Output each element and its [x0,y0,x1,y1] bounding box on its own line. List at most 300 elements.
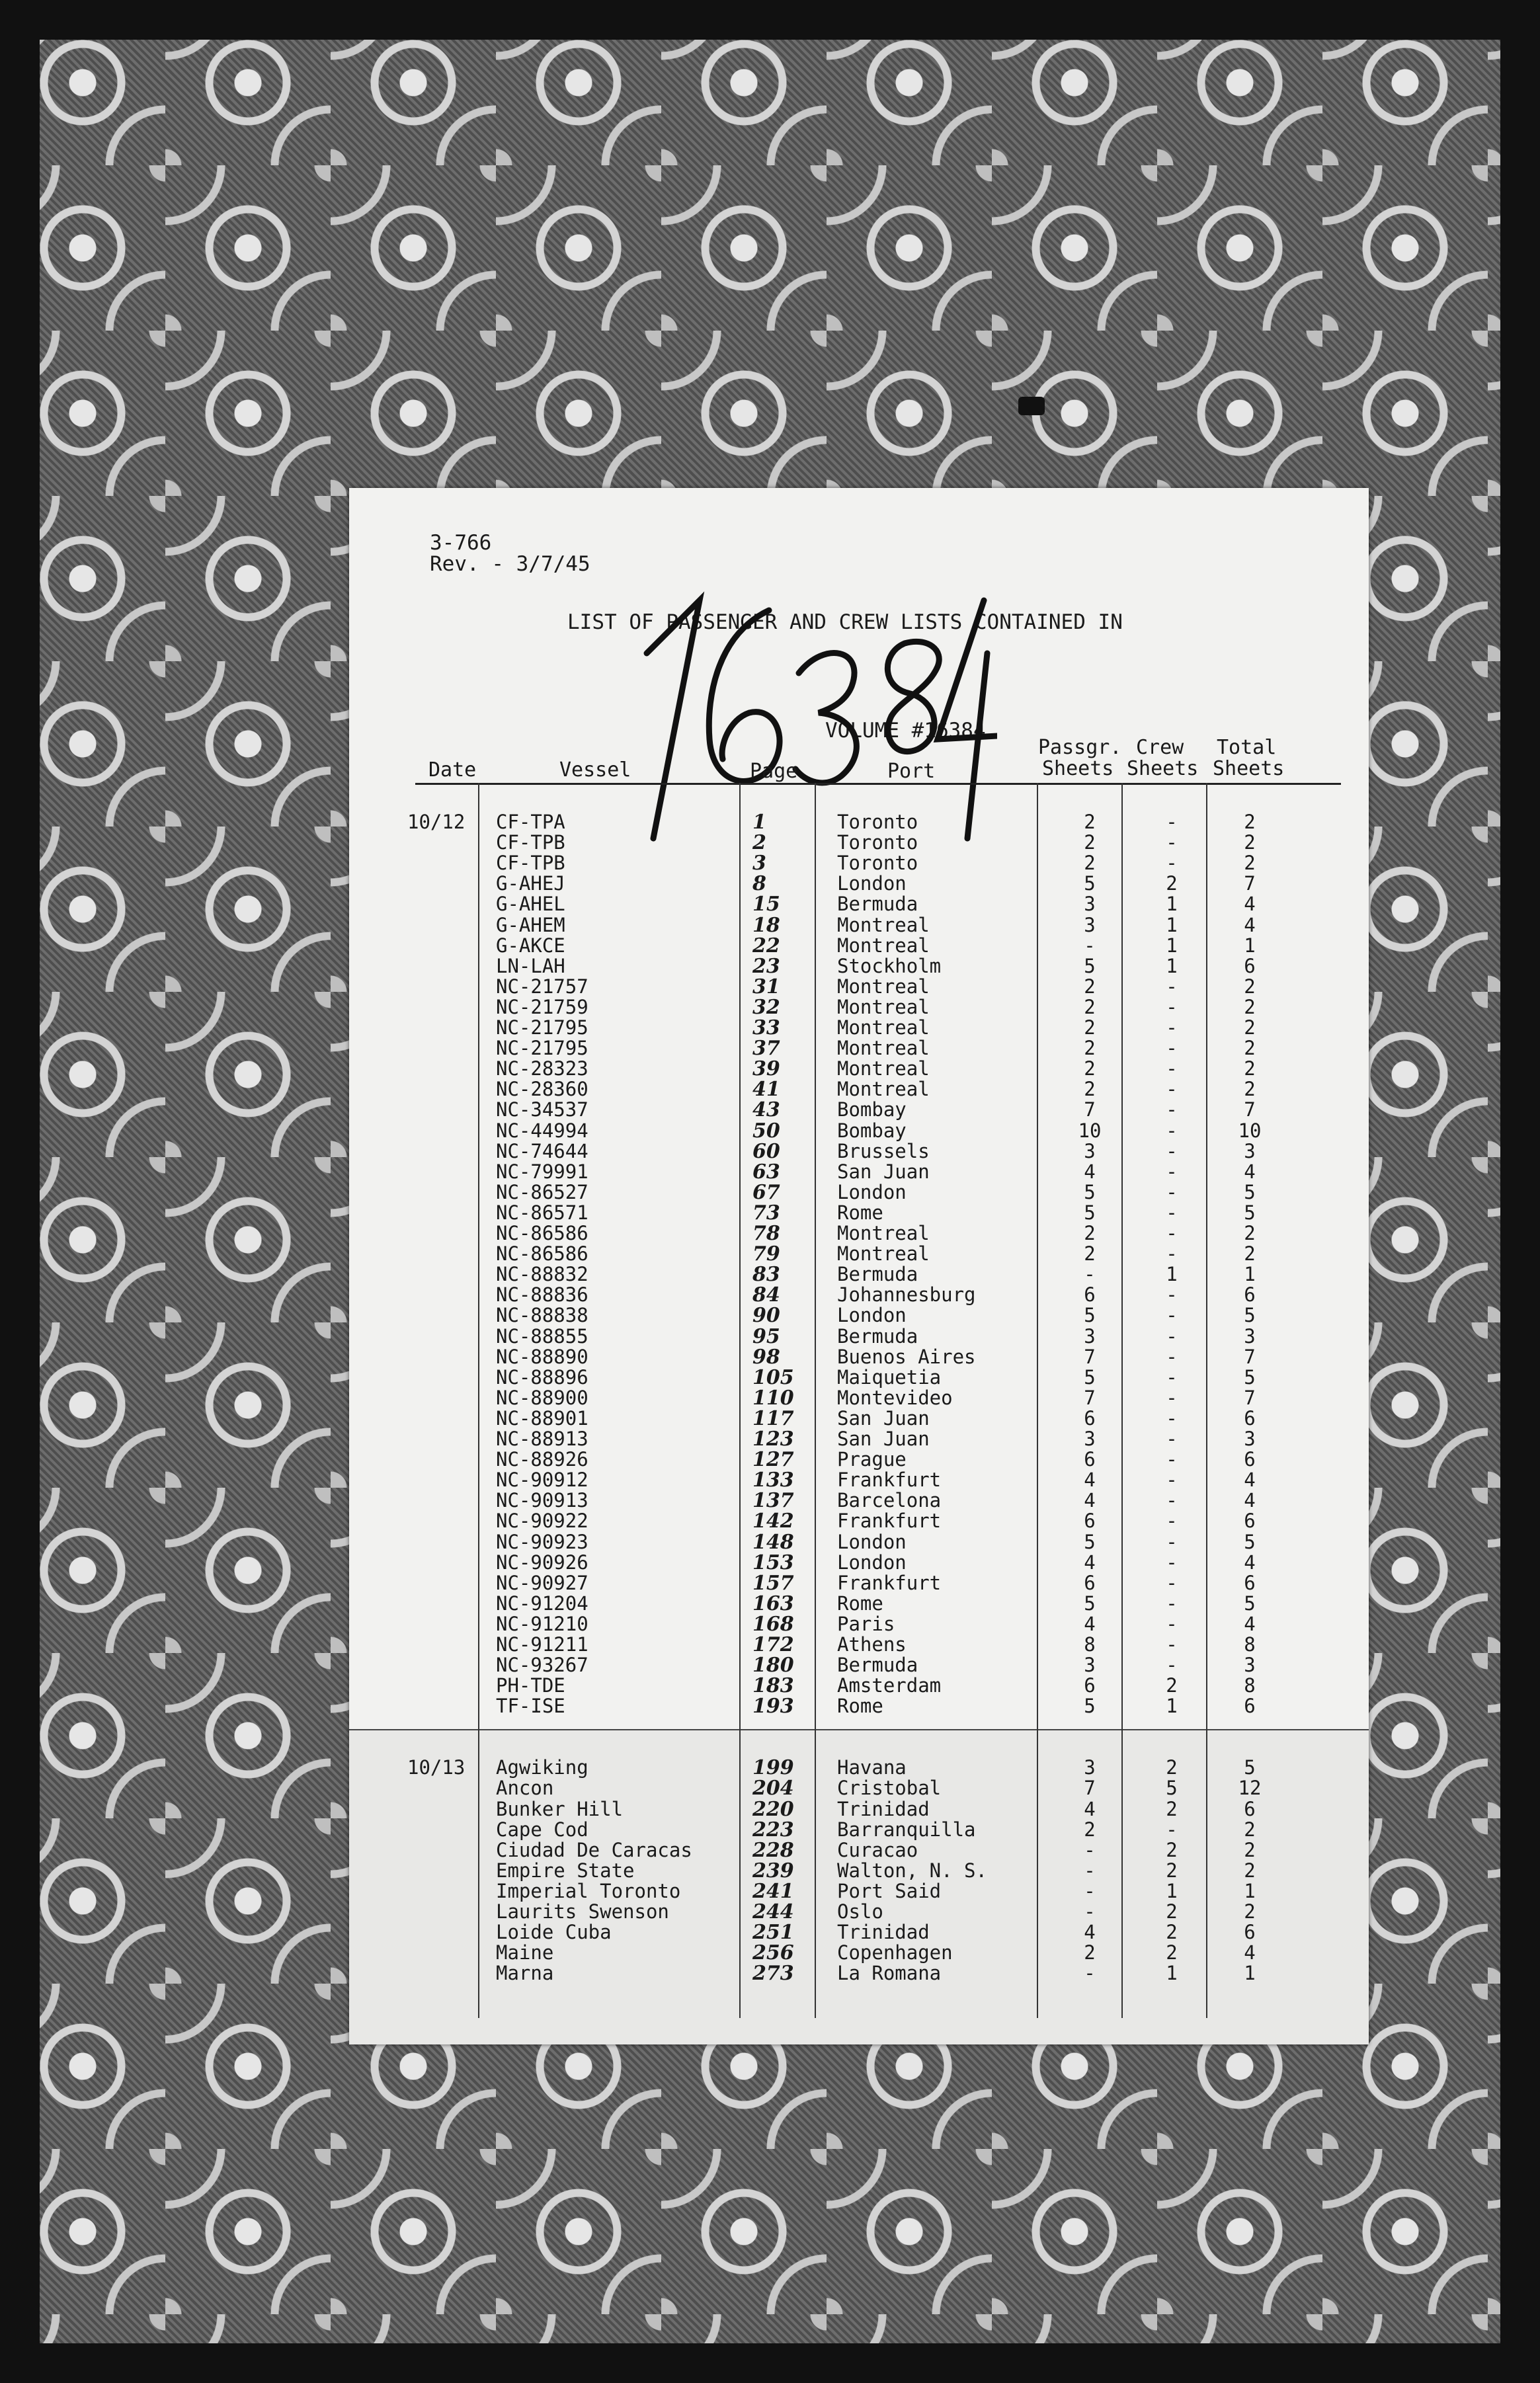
row-total-sheets: 2 [1244,1037,1256,1059]
row-port: Walton, N. S. [837,1859,987,1882]
row-port: Frankfurt [837,1510,942,1532]
row-crew-sheets: - [1166,1407,1178,1430]
row-passgr-sheets: 5 [1084,1201,1096,1224]
row-port: Montevideo [837,1387,953,1409]
row-port: Curacao [837,1839,918,1861]
row-page: 37 [752,1037,780,1060]
row-passgr-sheets: 5 [1084,1695,1096,1717]
form-number: 3-766 [430,531,492,555]
row-port: Frankfurt [837,1572,942,1594]
table-row [349,1429,1369,1449]
row-total-sheets: 6 [1244,955,1256,977]
row-vessel: NC-88890 [496,1346,588,1368]
row-page: 251 [752,1921,794,1944]
row-port: Cristobal [837,1777,942,1799]
row-crew-sheets: - [1166,1551,1178,1574]
table-row [349,1162,1369,1182]
row-vessel: G-AHEM [496,914,565,936]
row-passgr-sheets: 2 [1084,1057,1096,1080]
row-passgr-sheets: 5 [1084,1366,1096,1389]
row-page: 33 [752,1016,780,1039]
row-page: 180 [752,1654,794,1677]
row-crew-sheets: 2 [1166,1921,1178,1943]
row-vessel: CF-TPB [496,831,565,854]
row-passgr-sheets: 4 [1084,1160,1096,1183]
table-row [349,1757,1369,1778]
table-row [349,1264,1369,1285]
row-passgr-sheets: 4 [1084,1489,1096,1512]
table-row [349,997,1369,1018]
row-total-sheets: 6 [1244,1921,1256,1943]
row-page: 2 [752,831,766,854]
row-passgr-sheets: - [1084,1900,1096,1923]
table-row [349,832,1369,853]
row-vessel: NC-88896 [496,1366,588,1389]
table-row [349,1408,1369,1429]
row-page: 41 [752,1078,780,1101]
row-page: 78 [752,1222,780,1245]
row-crew-sheets: 2 [1166,872,1178,895]
row-crew-sheets: - [1166,975,1178,998]
row-port: Paris [837,1613,895,1635]
row-port: London [837,1181,907,1203]
row-crew-sheets: - [1166,1242,1178,1265]
row-passgr-sheets: 3 [1084,893,1096,915]
row-passgr-sheets: 2 [1084,1037,1096,1059]
row-total-sheets: 2 [1244,811,1256,833]
row-total-sheets: 6 [1244,1695,1256,1717]
row-vessel: Empire State [496,1859,635,1882]
row-crew-sheets: - [1166,852,1178,874]
row-total-sheets: 4 [1244,1469,1256,1491]
row-vessel: NC-21795 [496,1037,588,1059]
row-total-sheets: 5 [1244,1201,1256,1224]
row-crew-sheets: 2 [1166,1900,1178,1923]
row-total-sheets: 2 [1244,1242,1256,1265]
revision-date: Rev. - 3/7/45 [430,552,590,576]
row-crew-sheets: - [1166,1592,1178,1615]
row-total-sheets: 8 [1244,1674,1256,1697]
row-page: 163 [752,1592,794,1615]
row-port: Maiquetia [837,1366,942,1389]
row-total-sheets: 6 [1244,1448,1256,1471]
row-total-sheets: 2 [1244,975,1256,998]
row-total-sheets: 7 [1244,872,1256,895]
row-port: Bombay [837,1119,907,1142]
row-crew-sheets: - [1166,1078,1178,1100]
row-crew-sheets: - [1166,1119,1178,1142]
row-crew-sheets: - [1166,1428,1178,1450]
row-vessel: NC-86527 [496,1181,588,1203]
row-crew-sheets: - [1166,1366,1178,1389]
row-total-sheets: 6 [1244,1407,1256,1430]
row-crew-sheets: - [1166,1222,1178,1244]
row-passgr-sheets: 2 [1084,1941,1096,1964]
row-crew-sheets: - [1166,1531,1178,1553]
row-total-sheets: 3 [1244,1428,1256,1450]
row-port: Montreal [837,1242,930,1265]
table-row [349,1100,1369,1120]
row-vessel: NC-21757 [496,975,588,998]
row-crew-sheets: 1 [1166,1962,1178,1984]
row-crew-sheets: - [1166,1633,1178,1656]
row-passgr-sheets: 5 [1084,1304,1096,1326]
row-port: Bombay [837,1098,907,1121]
row-total-sheets: 2 [1244,1222,1256,1244]
row-vessel: NC-74644 [496,1140,588,1162]
row-vessel: TF-ISE [496,1695,565,1717]
row-total-sheets: 2 [1244,1839,1256,1861]
row-port: Athens [837,1633,907,1656]
row-port: Brussels [837,1140,930,1162]
row-total-sheets: 2 [1244,1818,1256,1841]
row-passgr-sheets: 10 [1078,1119,1102,1142]
row-vessel: Imperial Toronto [496,1880,681,1902]
binder-tab [1018,397,1045,415]
row-total-sheets: 7 [1244,1387,1256,1409]
column-header-total-sheets: Sheets [1213,757,1285,780]
row-page: 133 [752,1469,794,1492]
row-passgr-sheets: 4 [1084,1613,1096,1635]
row-page: 123 [752,1428,794,1451]
row-crew-sheets: - [1166,1098,1178,1121]
row-total-sheets: 1 [1244,1880,1256,1902]
row-total-sheets: 5 [1244,1592,1256,1615]
row-crew-sheets: - [1166,1140,1178,1162]
row-crew-sheets: - [1166,1818,1178,1841]
row-port: Rome [837,1592,883,1615]
row-page: 43 [752,1098,780,1121]
row-total-sheets: 3 [1244,1140,1256,1162]
table-row [349,977,1369,997]
table-row [349,1676,1369,1696]
row-vessel: NC-88838 [496,1304,588,1326]
row-port: La Romana [837,1962,942,1984]
row-page: 256 [752,1941,794,1964]
table-row [349,1573,1369,1594]
table-row [349,1470,1369,1490]
table-row [349,1881,1369,1902]
handwritten-volume-number [627,574,997,852]
row-crew-sheets: - [1166,1283,1178,1306]
row-page: 39 [752,1057,780,1080]
row-port: Bermuda [837,893,918,915]
table-row [349,1326,1369,1347]
volume-label: VOLUME #16384 [825,719,986,743]
row-page: 223 [752,1818,794,1841]
row-passgr-sheets: 7 [1084,1346,1096,1368]
row-vessel: NC-90927 [496,1572,588,1594]
row-passgr-sheets: 6 [1084,1674,1096,1697]
row-page: 148 [752,1531,794,1554]
row-crew-sheets: - [1166,1181,1178,1203]
row-date: 10/13 [407,1756,466,1779]
table-row [349,1449,1369,1470]
row-vessel: CF-TPA [496,811,565,833]
row-crew-sheets: - [1166,1572,1178,1594]
row-port: Bermuda [837,1263,918,1285]
row-total-sheets: 5 [1244,1531,1256,1553]
row-port: Barranquilla [837,1818,976,1841]
row-vessel: NC-34537 [496,1098,588,1121]
row-total-sheets: 2 [1244,996,1256,1018]
table-row [349,1594,1369,1614]
table-row [349,1902,1369,1922]
row-port: San Juan [837,1428,930,1450]
column-header-date: Date [428,758,477,782]
row-passgr-sheets: - [1084,1859,1096,1882]
row-page: 3 [752,852,766,875]
row-vessel: NC-86571 [496,1201,588,1224]
row-total-sheets: 2 [1244,1859,1256,1882]
column-header-crew: Crew [1136,736,1184,759]
row-crew-sheets: - [1166,1325,1178,1348]
table-row [349,1347,1369,1367]
table-row [349,1367,1369,1388]
row-page: 32 [752,996,780,1019]
row-page: 105 [752,1366,794,1389]
table-row [349,853,1369,873]
table-row [349,1244,1369,1264]
row-page: 60 [752,1140,780,1163]
row-port: Montreal [837,1222,930,1244]
row-port: San Juan [837,1160,930,1183]
row-total-sheets: 4 [1244,1489,1256,1512]
row-crew-sheets: - [1166,1057,1178,1080]
row-vessel: G-AKCE [496,934,565,957]
row-port: Barcelona [837,1489,942,1512]
row-crew-sheets: 1 [1166,955,1178,977]
row-crew-sheets: 1 [1166,934,1178,957]
row-passgr-sheets: - [1084,1263,1096,1285]
row-page: 50 [752,1119,780,1143]
row-vessel: NC-88900 [496,1387,588,1409]
row-page: 63 [752,1160,780,1184]
row-crew-sheets: - [1166,1448,1178,1471]
row-port: Frankfurt [837,1469,942,1491]
row-passgr-sheets: - [1084,1962,1096,1984]
row-port: London [837,1531,907,1553]
table-row [349,1696,1369,1717]
table-row [349,1388,1369,1408]
row-total-sheets: 12 [1238,1777,1262,1799]
row-passgr-sheets: 6 [1084,1407,1096,1430]
row-crew-sheets: 1 [1166,1695,1178,1717]
row-passgr-sheets: 4 [1084,1798,1096,1820]
row-vessel: NC-91204 [496,1592,588,1615]
row-total-sheets: 4 [1244,1941,1256,1964]
row-passgr-sheets: 2 [1084,1818,1096,1841]
row-passgr-sheets: 2 [1084,1222,1096,1244]
row-total-sheets: 3 [1244,1325,1256,1348]
row-total-sheets: 4 [1244,1613,1256,1635]
row-total-sheets: 5 [1244,1304,1256,1326]
table-row [349,1182,1369,1203]
row-page: 98 [752,1346,780,1369]
row-vessel: NC-90922 [496,1510,588,1532]
row-passgr-sheets: 3 [1084,914,1096,936]
row-passgr-sheets: 5 [1084,955,1096,977]
row-vessel: PH-TDE [496,1674,565,1697]
row-page: 110 [752,1387,794,1410]
row-page: 90 [752,1304,780,1327]
row-passgr-sheets: - [1084,1880,1096,1902]
row-port: Port Said [837,1880,942,1902]
row-page: 137 [752,1489,794,1512]
row-vessel: NC-28360 [496,1078,588,1100]
row-total-sheets: 2 [1244,831,1256,854]
row-port: Buenos Aires [837,1346,976,1368]
row-page: 183 [752,1674,794,1697]
table-row [349,894,1369,914]
row-port: Stockholm [837,955,942,977]
row-vessel: NC-90912 [496,1469,588,1491]
row-passgr-sheets: 2 [1084,975,1096,998]
row-passgr-sheets: 7 [1084,1387,1096,1409]
row-passgr-sheets: 3 [1084,1756,1096,1779]
row-page: 83 [752,1263,780,1286]
row-passgr-sheets: 2 [1084,852,1096,874]
row-port: Prague [837,1448,907,1471]
table-row [349,956,1369,977]
table-row [349,1840,1369,1861]
row-port: Amsterdam [837,1674,942,1697]
document-sheet [349,488,1369,2044]
row-port: Montreal [837,975,930,998]
table-row [349,812,1369,832]
row-crew-sheets: - [1166,1037,1178,1059]
row-passgr-sheets: 3 [1084,1428,1096,1450]
row-vessel: G-AHEJ [496,872,565,895]
row-port: Copenhagen [837,1941,953,1964]
row-total-sheets: 8 [1244,1633,1256,1656]
row-vessel: NC-90913 [496,1489,588,1512]
row-port: Montreal [837,1057,930,1080]
row-crew-sheets: - [1166,811,1178,833]
row-total-sheets: 4 [1244,914,1256,936]
row-page: 239 [752,1859,794,1882]
column-header-passgr: Passgr. [1038,736,1122,759]
table-row [349,1305,1369,1326]
row-port: Havana [837,1756,907,1779]
row-total-sheets: 4 [1244,1160,1256,1183]
row-vessel: NC-86586 [496,1222,588,1244]
row-port: Toronto [837,811,918,833]
row-crew-sheets: - [1166,1654,1178,1676]
table-row [349,1778,1369,1798]
row-vessel: CF-TPB [496,852,565,874]
row-vessel: Ancon [496,1777,554,1799]
list-title: LIST OF PASSENGER AND CREW LISTS CONTAINED IN [567,610,1123,634]
row-vessel: NC-90926 [496,1551,588,1574]
table-row [349,1203,1369,1223]
table-row [349,1223,1369,1244]
table-row [349,1553,1369,1573]
row-vessel: NC-88832 [496,1263,588,1285]
row-port: London [837,1304,907,1326]
column-header-page: Page [750,760,798,783]
table-row [349,873,1369,894]
row-total-sheets: 2 [1244,1078,1256,1100]
row-vessel: NC-88855 [496,1325,588,1348]
column-header-passgr-sheets: Sheets [1042,757,1114,780]
row-passgr-sheets: 3 [1084,1325,1096,1348]
row-total-sheets: 7 [1244,1098,1256,1121]
row-page: 172 [752,1633,794,1656]
row-passgr-sheets: 5 [1084,1181,1096,1203]
row-passgr-sheets: 4 [1084,1551,1096,1574]
row-port: Trinidad [837,1798,930,1820]
row-total-sheets: 4 [1244,1551,1256,1574]
row-crew-sheets: 2 [1166,1674,1178,1697]
row-crew-sheets: - [1166,1613,1178,1635]
row-vessel: NC-91211 [496,1633,588,1656]
row-port: Rome [837,1201,883,1224]
column-header-total: Total [1217,736,1277,759]
row-port: Trinidad [837,1921,930,1943]
row-page: 157 [752,1572,794,1595]
row-port: Johannesburg [837,1283,976,1306]
table-row [349,1511,1369,1531]
row-page: 15 [752,893,780,916]
row-port: Rome [837,1695,883,1717]
row-crew-sheets: - [1166,1304,1178,1326]
row-total-sheets: 7 [1244,1346,1256,1368]
row-page: 199 [752,1756,794,1779]
row-total-sheets: 1 [1244,934,1256,957]
row-total-sheets: 6 [1244,1798,1256,1820]
row-vessel: Marna [496,1962,554,1984]
column-header-crew-sheets: Sheets [1127,757,1199,780]
row-total-sheets: 3 [1244,1654,1256,1676]
row-vessel: LN-LAH [496,955,565,977]
row-crew-sheets: 1 [1166,914,1178,936]
row-passgr-sheets: - [1084,1839,1096,1861]
row-page: 273 [752,1962,794,1985]
row-total-sheets: 2 [1244,1900,1256,1923]
row-vessel: NC-88836 [496,1283,588,1306]
row-vessel: NC-28323 [496,1057,588,1080]
row-passgr-sheets: 6 [1084,1448,1096,1471]
table-row [349,936,1369,956]
row-passgr-sheets: 4 [1084,1469,1096,1491]
row-total-sheets: 2 [1244,852,1256,874]
row-page: 8 [752,872,766,895]
row-port: Toronto [837,852,918,874]
row-vessel: Loide Cuba [496,1921,612,1943]
row-page: 23 [752,955,780,978]
row-vessel: NC-21759 [496,996,588,1018]
row-passgr-sheets: 7 [1084,1098,1096,1121]
table-row [349,1943,1369,1963]
row-crew-sheets: - [1166,996,1178,1018]
row-vessel: Maine [496,1941,554,1964]
row-port: Bermuda [837,1325,918,1348]
row-page: 79 [752,1242,780,1266]
row-port: London [837,1551,907,1574]
row-page: 95 [752,1325,780,1348]
row-crew-sheets: - [1166,1387,1178,1409]
table-row [349,1861,1369,1881]
row-passgr-sheets: 2 [1084,996,1096,1018]
row-crew-sheets: 2 [1166,1941,1178,1964]
row-total-sheets: 1 [1244,1962,1256,1984]
row-page: 18 [752,914,780,937]
row-page: 22 [752,934,780,957]
row-port: Montreal [837,934,930,957]
row-passgr-sheets: 3 [1084,1654,1096,1676]
row-vessel: NC-88901 [496,1407,588,1430]
